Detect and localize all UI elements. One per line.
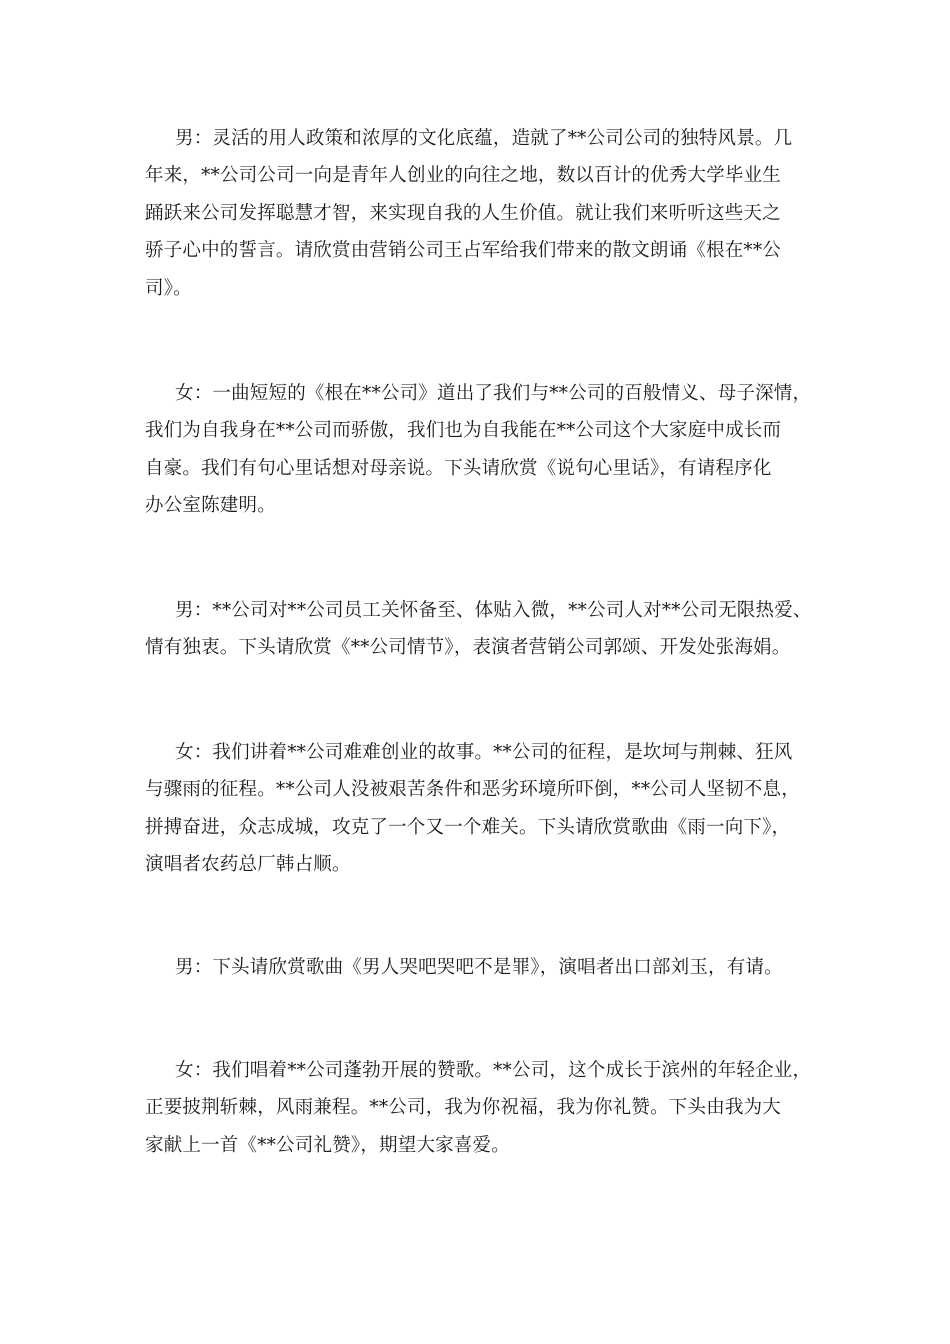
- paragraph-line: 男：下头请欣赏歌曲《男人哭吧哭吧不是罪》，演唱者出口部刘玉，有请。: [175, 957, 783, 978]
- paragraph-line: 我们为自我身在**公司而骄傲，我们也为自我能在**公司这个大家庭中成长而: [145, 420, 782, 441]
- paragraph-line: 司》。: [145, 278, 192, 299]
- paragraph-line: 女：一曲短短的《根在**公司》道出了我们与**公司的百般情义、母子深情，: [175, 383, 812, 404]
- paragraph-line: 与骤雨的征程。**公司人没被艰苦条件和恶劣环境所吓倒，**公司人坚韧不息，: [145, 779, 800, 800]
- paragraph-line: 男：灵活的用人政策和浓厚的文化底蕴，造就了**公司公司的独特风景。几: [175, 128, 793, 149]
- paragraph-line: 女：我们唱着**公司蓬勃开展的赞歌。**公司，这个成长于滨州的年轻企业，: [175, 1060, 812, 1081]
- paragraph-line: 拼搏奋进，众志成城，攻克了一个又一个难关。下头请欣赏歌曲《雨一向下》，: [145, 817, 791, 838]
- paragraph-line: 女：我们讲着**公司难难创业的故事。**公司的征程，是坎坷与荆棘、狂风: [175, 742, 793, 763]
- paragraph-line: 情有独衷。下头请欣赏《**公司情节》，表演者营销公司郭颂、开发处张海娟。: [145, 637, 791, 658]
- paragraph-line: 踊跃来公司发挥聪慧才智，来实现自我的人生价值。就让我们来听听这些天之: [145, 203, 781, 224]
- paragraph-line: 男：**公司对**公司员工关怀备至、体贴入微，**公司人对**公司无限热爱、: [175, 600, 812, 621]
- paragraph-line: 年来，**公司公司一向是青年人创业的向往之地，数以百计的优秀大学毕业生: [145, 165, 782, 186]
- paragraph-line: 办公室陈建明。: [145, 495, 276, 516]
- paragraph-line: 骄子心中的誓言。请欣赏由营销公司王占军给我们带来的散文朗诵《根在**公: [145, 240, 782, 261]
- paragraph-line: 演唱者农药总厂韩占顺。: [145, 854, 351, 875]
- paragraph-line: 正要披荆斩棘，风雨兼程。**公司，我为你祝福，我为你礼赞。下头由我为大: [145, 1097, 782, 1118]
- paragraph-line: 自豪。我们有句心里话想对母亲说。下头请欣赏《说句心里话》，有请程序化: [145, 458, 772, 479]
- paragraph-line: 家献上一首《**公司礼赞》，期望大家喜爱。: [145, 1135, 510, 1156]
